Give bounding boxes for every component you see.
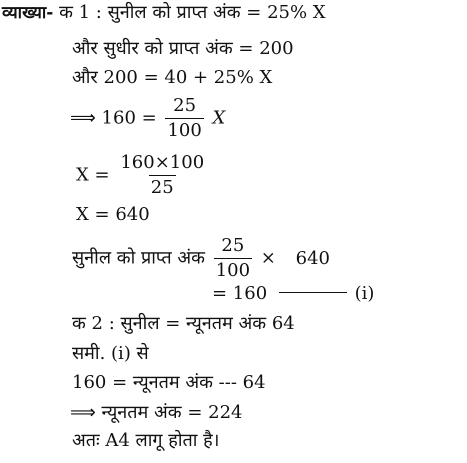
explanation-line-11 (72, 372, 266, 394)
fraction-denominator: 100 (167, 120, 202, 141)
explanation-line-5 (76, 152, 209, 199)
x-value-text: X = 640 (76, 204, 150, 225)
sudhir-marks-text: और सुधीर को प्राप्त अंक = 200 (72, 38, 294, 59)
statement-1-text: क 1 : सुनील को प्राप्त अंक = 25% X (59, 2, 326, 23)
explanation-heading: व्याख्या- (2, 3, 54, 23)
explanation-line-6 (76, 204, 150, 226)
statement-2-text: क 2 : सुनील = न्यूनतम अंक 64 (72, 313, 295, 334)
conclusion-text: अतः A4 लागू होता है। (72, 430, 220, 451)
equation-text: और 200 = 40 + 25% X (72, 67, 273, 88)
from-equation-text: समी. (i) से (72, 343, 149, 364)
sunil-marks-label: सुनील को प्राप्त अंक (72, 247, 205, 269)
minimum-marks-equation: 160 = न्यूनतम अंक --- 64 (72, 372, 266, 393)
minimum-marks-result: न्यूनतम अंक = 224 (101, 402, 243, 423)
explanation-line-12 (70, 402, 243, 424)
result-text: = 160 (212, 283, 268, 304)
explanation-line-10 (72, 343, 149, 365)
implies-arrow-icon: ⟹ (70, 402, 96, 423)
explanation-line-3 (72, 67, 272, 89)
fraction-denominator: 100 (215, 260, 251, 281)
fraction (214, 235, 252, 282)
explanation-line-2 (72, 38, 294, 60)
multiplier-value: 640 (295, 247, 330, 269)
fraction (118, 152, 206, 199)
explanation-line-9 (72, 313, 295, 335)
explanation-line-8 (212, 283, 374, 305)
underline-rule (279, 292, 347, 293)
explanation-line-4 (70, 95, 225, 142)
lhs-text: 160 = (101, 107, 157, 129)
fraction-numerator: 25 (173, 95, 197, 116)
fraction-denominator: 25 (150, 177, 174, 198)
fraction-numerator: 160×100 (120, 152, 205, 173)
explanation-line-7 (72, 235, 330, 282)
explanation-line-13 (72, 430, 220, 452)
fraction (165, 95, 203, 142)
explanation-line-1 (2, 2, 326, 24)
variable-x: X (212, 107, 226, 129)
fraction-numerator: 25 (221, 235, 245, 256)
lhs-text: X = (76, 164, 110, 186)
implies-arrow-icon: ⟹ (70, 107, 96, 129)
equation-tag: (i) (354, 283, 375, 304)
times-sign: × (260, 247, 276, 269)
